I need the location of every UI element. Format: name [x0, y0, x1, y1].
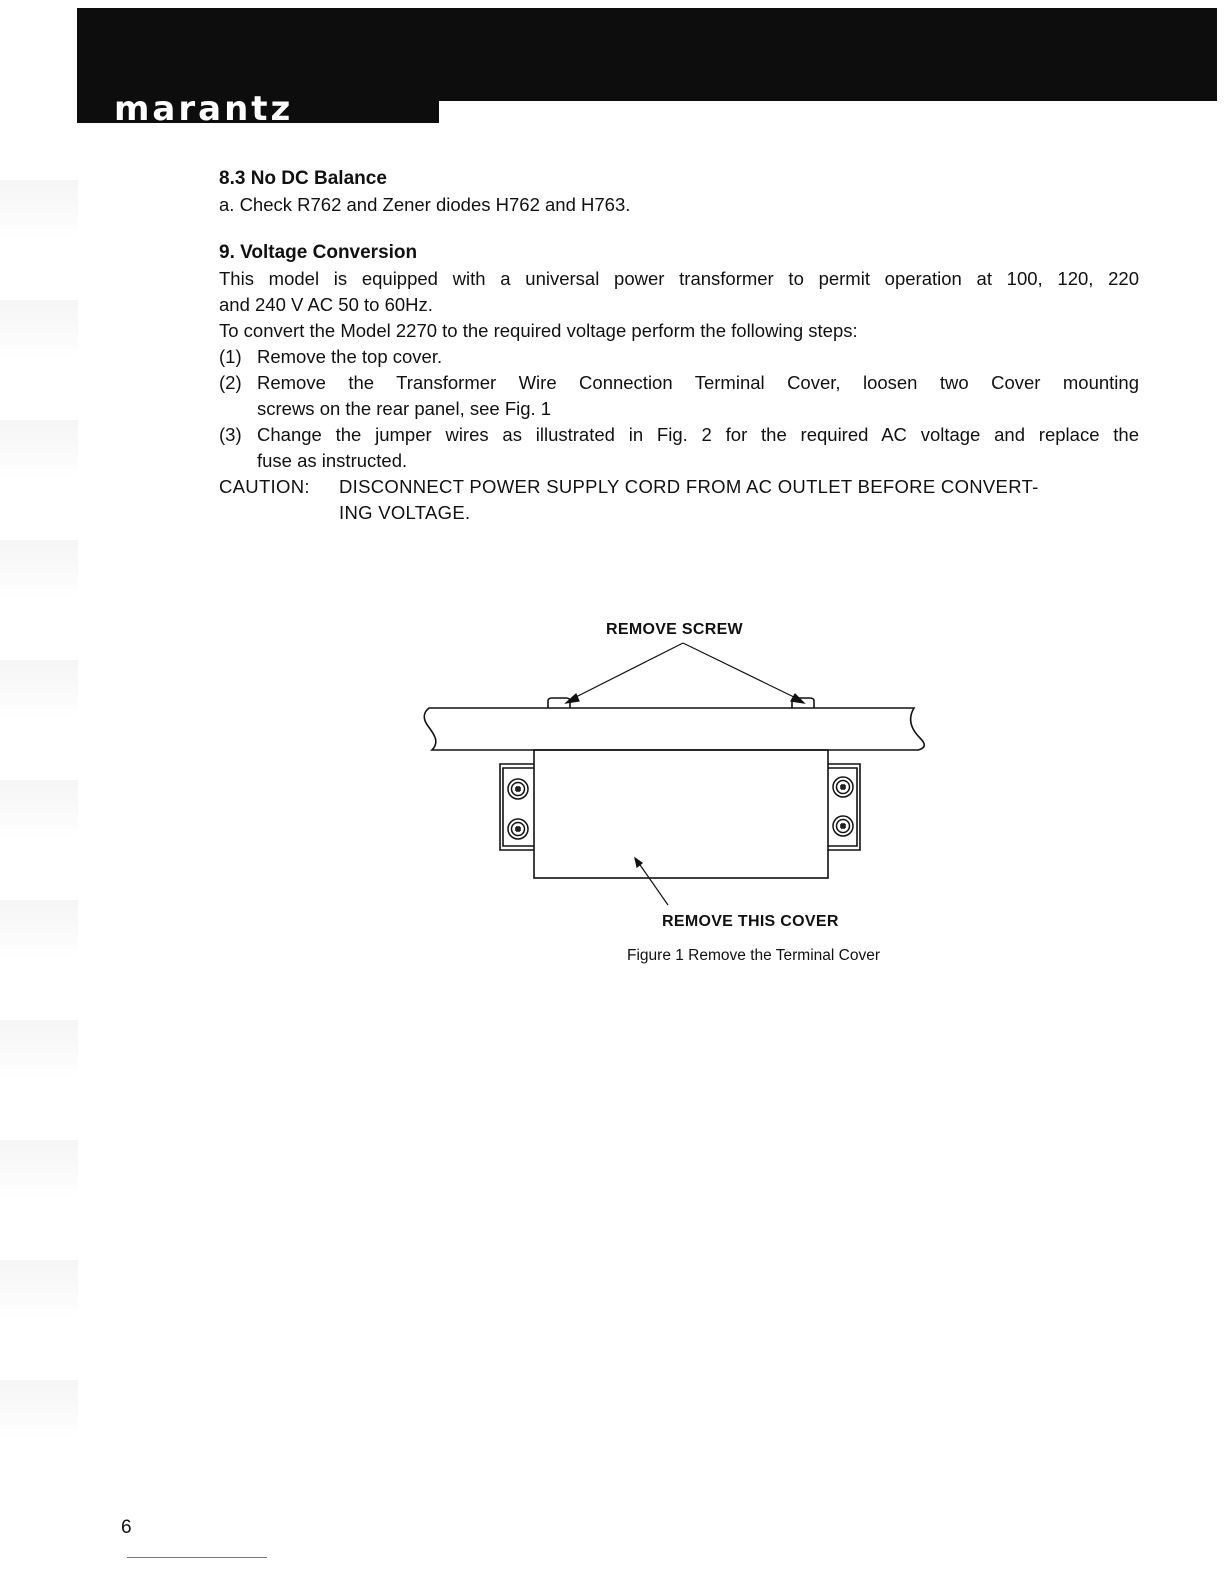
- mounting-screw-icon: [833, 816, 853, 836]
- section-8-3-title: 8.3 No DC Balance: [219, 168, 387, 189]
- section-9-intro-line1: This model is equipped with a universal power transformer to permit operation at 100, 120, 220: [219, 268, 1139, 289]
- mounting-screw-icon: [508, 779, 528, 799]
- label-remove-this-cover: REMOVE THIS COVER: [662, 913, 839, 930]
- step-text-continued: screws on the rear panel, see Fig. 1: [257, 398, 552, 419]
- caution-label: CAUTION:: [219, 476, 310, 497]
- section-9-intro-line3: To convert the Model 2270 to the required voltage perform the following steps:: [219, 320, 858, 341]
- bracket-left: [500, 764, 534, 850]
- caution-text-continued: ING VOLTAGE.: [339, 502, 471, 523]
- label-remove-screw: REMOVE SCREW: [606, 621, 743, 638]
- mounting-screw-icon: [833, 777, 853, 797]
- mounting-screw-icon: [508, 819, 528, 839]
- caution-text: DISCONNECT POWER SUPPLY CORD FROM AC OUTLET BEFORE CONVERT-: [339, 476, 1039, 497]
- section-8-3-text: a. Check R762 and Zener diodes H762 and H763.: [219, 194, 631, 215]
- rear-panel: [424, 708, 924, 750]
- brand-logo: marantz: [114, 89, 294, 129]
- figure-1-caption: Figure 1 Remove the Terminal Cover: [627, 947, 880, 964]
- terminal-cover: [534, 750, 828, 878]
- section-9-title: 9. Voltage Conversion: [219, 242, 418, 263]
- step-number: (2): [219, 372, 242, 393]
- section-9-intro-line2: and 240 V AC 50 to 60Hz.: [219, 294, 433, 315]
- step-text-continued: fuse as instructed.: [257, 450, 408, 471]
- step-text: Remove the top cover.: [257, 346, 443, 367]
- page-number: 6: [121, 1517, 132, 1538]
- step-text: Remove the Transformer Wire Connection Terminal Cover, loosen two Cover mounting: [257, 372, 1139, 393]
- step-number: (1): [219, 346, 242, 367]
- step-number: (3): [219, 424, 242, 445]
- step-text: Change the jumper wires as illustrated in Fig. 2 for the required AC voltage and replace the: [257, 424, 1139, 445]
- bottom-rule: [127, 1557, 267, 1558]
